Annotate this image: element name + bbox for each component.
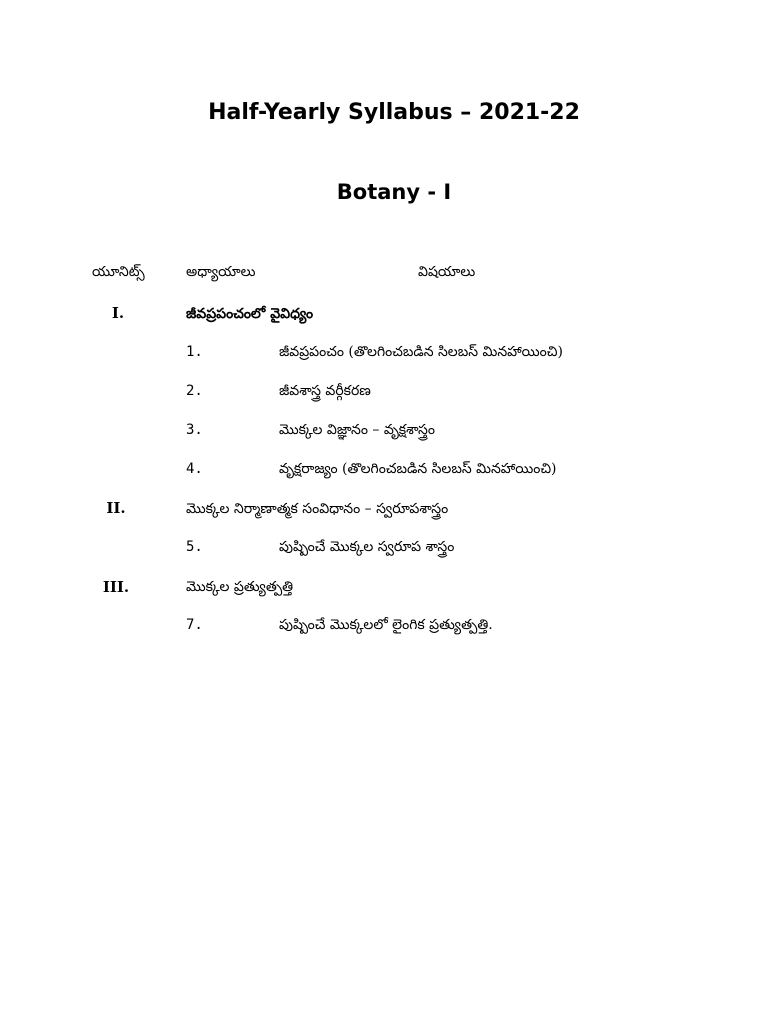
- chapter-number: 7.: [186, 617, 203, 633]
- unit-title: మొక్కల ప్రత్యుత్పత్తి: [186, 579, 294, 595]
- unit-title: మొక్కల నిర్మాణాత్మక సంవిధానం – స్వరూపశాస్త్రం: [186, 501, 449, 517]
- header-chapters: అధ్యాయాలు: [186, 264, 256, 280]
- unit-title: జీవప్రపంచంలో వైవిధ్యం: [186, 306, 314, 322]
- unit-number: III.: [102, 578, 130, 596]
- chapter-topic: పుష్పించే మొక్కలలో లైంగిక ప్రత్యుత్పత్తి.: [279, 617, 493, 633]
- header-units: యూనిట్స్: [92, 264, 145, 280]
- chapter-topic: మొక్కల విజ్ఞానం – వృక్షశాస్త్రం: [279, 422, 435, 438]
- chapter-number: 4.: [186, 461, 203, 477]
- chapter-topic: జీవప్రపంచం (తొలగించబడిన సిలబస్ మినహాయించి): [279, 344, 563, 360]
- chapter-number: 2.: [186, 383, 203, 399]
- unit-number: II.: [106, 499, 126, 517]
- chapter-number: 5.: [186, 539, 203, 555]
- chapter-number: 3.: [186, 422, 203, 438]
- header-topics: విషయాలు: [418, 264, 476, 280]
- chapter-topic: పుష్పించే మొక్కల స్వరూప శాస్త్రం: [279, 539, 455, 555]
- page-title: Half-Yearly Syllabus – 2021-22: [208, 100, 580, 125]
- chapter-number: 1.: [186, 344, 203, 360]
- unit-number: I.: [111, 304, 125, 322]
- chapter-topic: వృక్షరాజ్యం (తొలగించబడిన సిలబస్ మినహాయించి): [279, 461, 557, 477]
- chapter-topic: జీవశాస్త్ర వర్గీకరణ: [279, 383, 371, 399]
- page-subtitle: Botany - I: [336, 180, 452, 204]
